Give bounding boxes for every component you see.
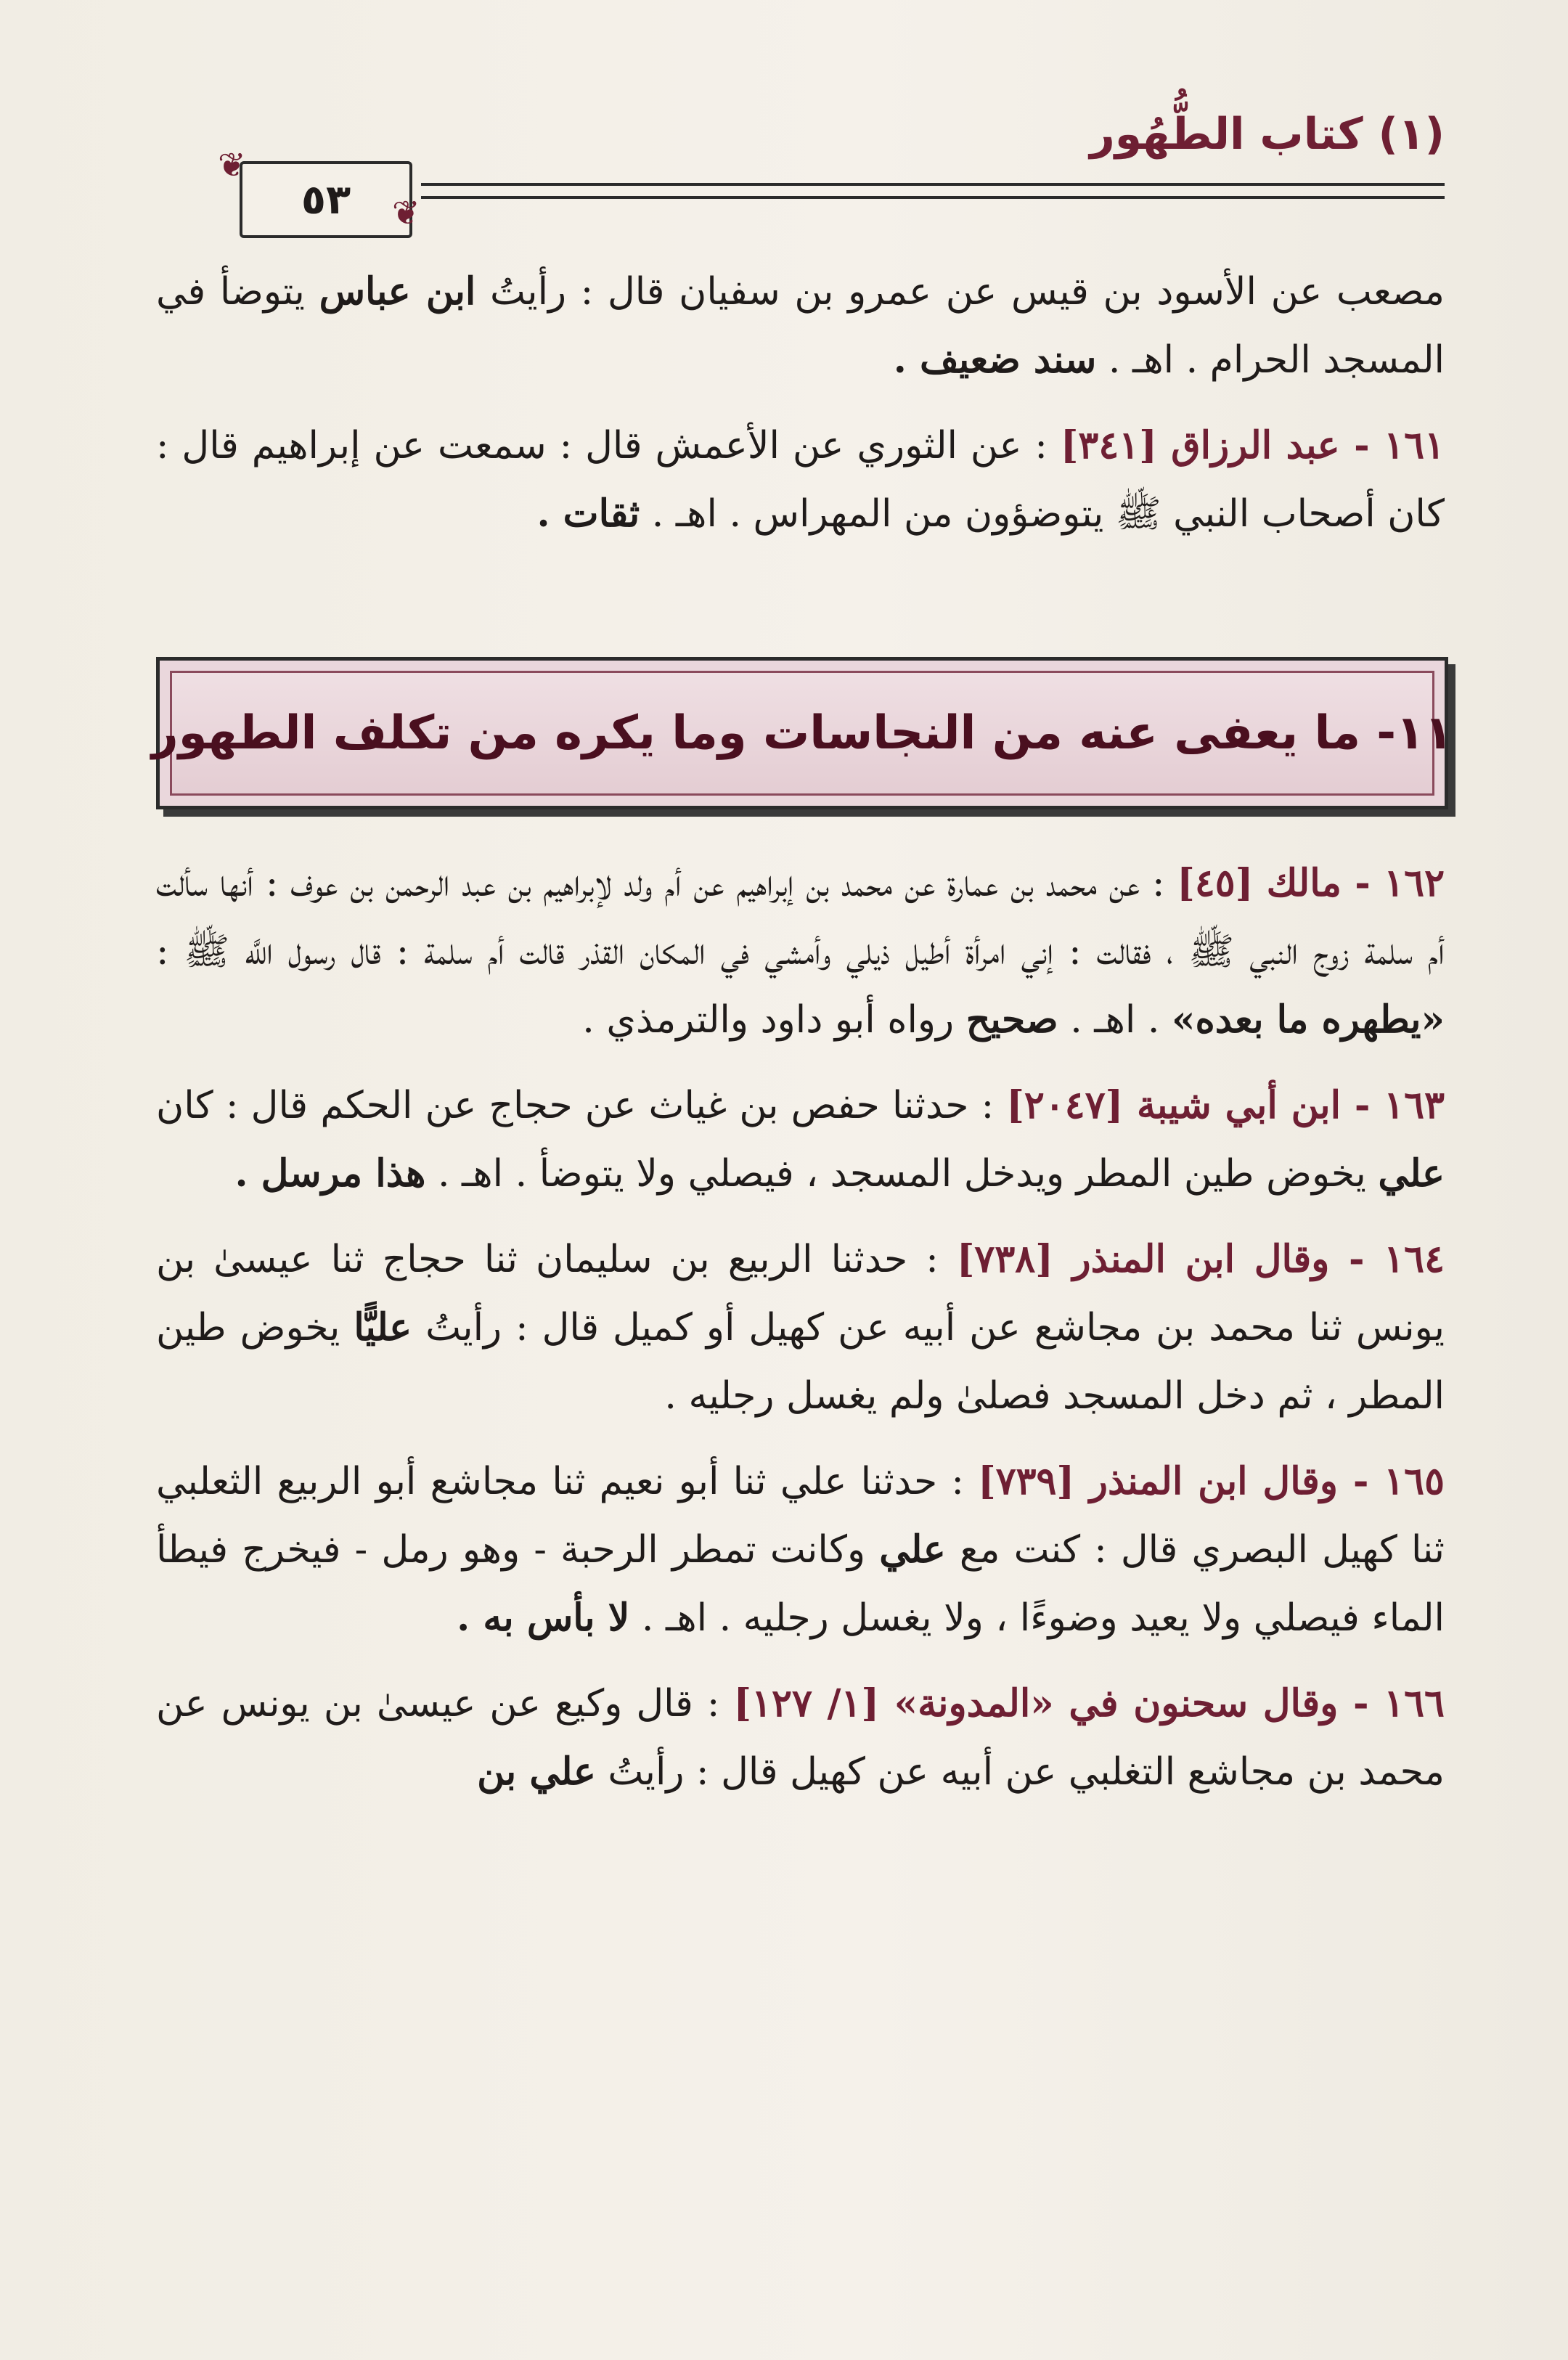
hadith-number: ١٦١ - — [1339, 423, 1445, 467]
floral-ornament-icon: ❦ — [392, 193, 420, 232]
paragraph-continued: مصعب عن الأسود بن قيس عن عمرو بن سفيان قال : رأيتُ ابن عباس يتوضأ في المسجد الحرام . اهـ . سند ضعيف . — [156, 269, 1445, 382]
hadith-162: ١٦٢ - مالك [٤٥] : عن محمد بن عمارة عن محمد بن إبراهيم عن أم ولد لإبراهيم بن عبد الرحمن بن عوف : أنها سألت أم سلمة زوج النبي ﷺ ، فقالت : إني امرأة أطيل ذيلي وأمشي في المكان القذر قالت أم سلمة : قال رسول اللَّه ﷺ : «يطهره ما بعده» . اهـ . صحيح رواه أبو داود والترمذي . — [156, 861, 1445, 1042]
floral-ornament-icon: ❦ — [218, 145, 246, 184]
hadith-number: ١٦٢ - — [1341, 861, 1445, 905]
chapter-title: ١١- ما يعفى عنه من النجاسات وما يكره من تكلف الطهور — [151, 706, 1453, 760]
grade: لا بأس به . — [457, 1596, 630, 1640]
hadith-source: وقال سحنون في «المدونة» [١/ ١٢٧] — [733, 1681, 1339, 1726]
hadith-source: وقال ابن المنذر [٧٣٨] — [956, 1237, 1330, 1281]
hadith-source: وقال ابن المنذر [٧٣٩] — [978, 1459, 1339, 1503]
header-rule — [421, 183, 1445, 199]
grade: ثقات . — [536, 491, 640, 536]
hadith-161: ١٦١ - عبد الرزاق [٣٤١] : عن الثوري عن الأعمش قال : سمعت عن إبراهيم قال : كان أصحاب النبي ﷺ يتوضؤون من المهراس . اهـ . ثقات . — [156, 423, 1445, 536]
hadith-number: ١٦٥ - — [1338, 1459, 1445, 1503]
running-title: (١) كتاب الطُّهُور — [1090, 109, 1445, 160]
page-number: ٥٣ — [240, 161, 412, 238]
grade: صحيح — [965, 997, 1058, 1042]
grade: هذا مرسل . — [234, 1151, 426, 1196]
hadith-number: ١٦٣ - — [1341, 1083, 1445, 1127]
hadith-source: عبد الرزاق [٣٤١] — [1060, 423, 1340, 467]
hadith-166: ١٦٦ - وقال سحنون في «المدونة» [١/ ١٢٧] : قال وكيع عن عيسىٰ بن يونس عن محمد بن مجاشع التغلبي عن أبيه عن كهيل قال : رأيتُ علي بن — [156, 1681, 1445, 1794]
chapter-banner — [151, 657, 1453, 809]
hadith-source: ابن أبي شيبة [٢٠٤٧] — [1006, 1083, 1342, 1127]
top-text-block — [156, 258, 1445, 565]
hadith-source: مالك [٤٥] — [1177, 861, 1342, 905]
hadith-165: ١٦٥ - وقال ابن المنذر [٧٣٩] : حدثنا علي ثنا أبو نعيم ثنا مجاشع أبو الربيع الثعلبي ثنا كهيل البصري قال : كنت مع علي وكانت تمطر الرحبة - وهو رمل - فيخرج فيطأ الماء فيصلي ولا يعيد وضوءًا ، ولا يغسل رجليه . اهـ . لا بأس به . — [156, 1459, 1445, 1640]
hadith-number: ١٦٦ - — [1338, 1681, 1445, 1726]
hadith-list — [156, 849, 1445, 1824]
grade: سند ضعيف . — [893, 338, 1097, 382]
hadith-number: ١٦٤ - — [1329, 1237, 1445, 1281]
hadith-163: ١٦٣ - ابن أبي شيبة [٢٠٤٧] : حدثنا حفص بن غياث عن حجاج عن الحكم قال : كان علي يخوض طين المطر ويدخل المسجد ، فيصلي ولا يتوضأ . اهـ . هذا مرسل . — [156, 1083, 1445, 1196]
hadith-164: ١٦٤ - وقال ابن المنذر [٧٣٨] : حدثنا الربيع بن سليمان ثنا حجاج ثنا عيسىٰ بن يونس ثنا محمد بن مجاشع عن أبيه عن كهيل أو كميل قال : رأيتُ عليًّا يخوض طين المطر ، ثم دخل المسجد فصلىٰ ولم يغسل رجليه . — [156, 1237, 1445, 1418]
